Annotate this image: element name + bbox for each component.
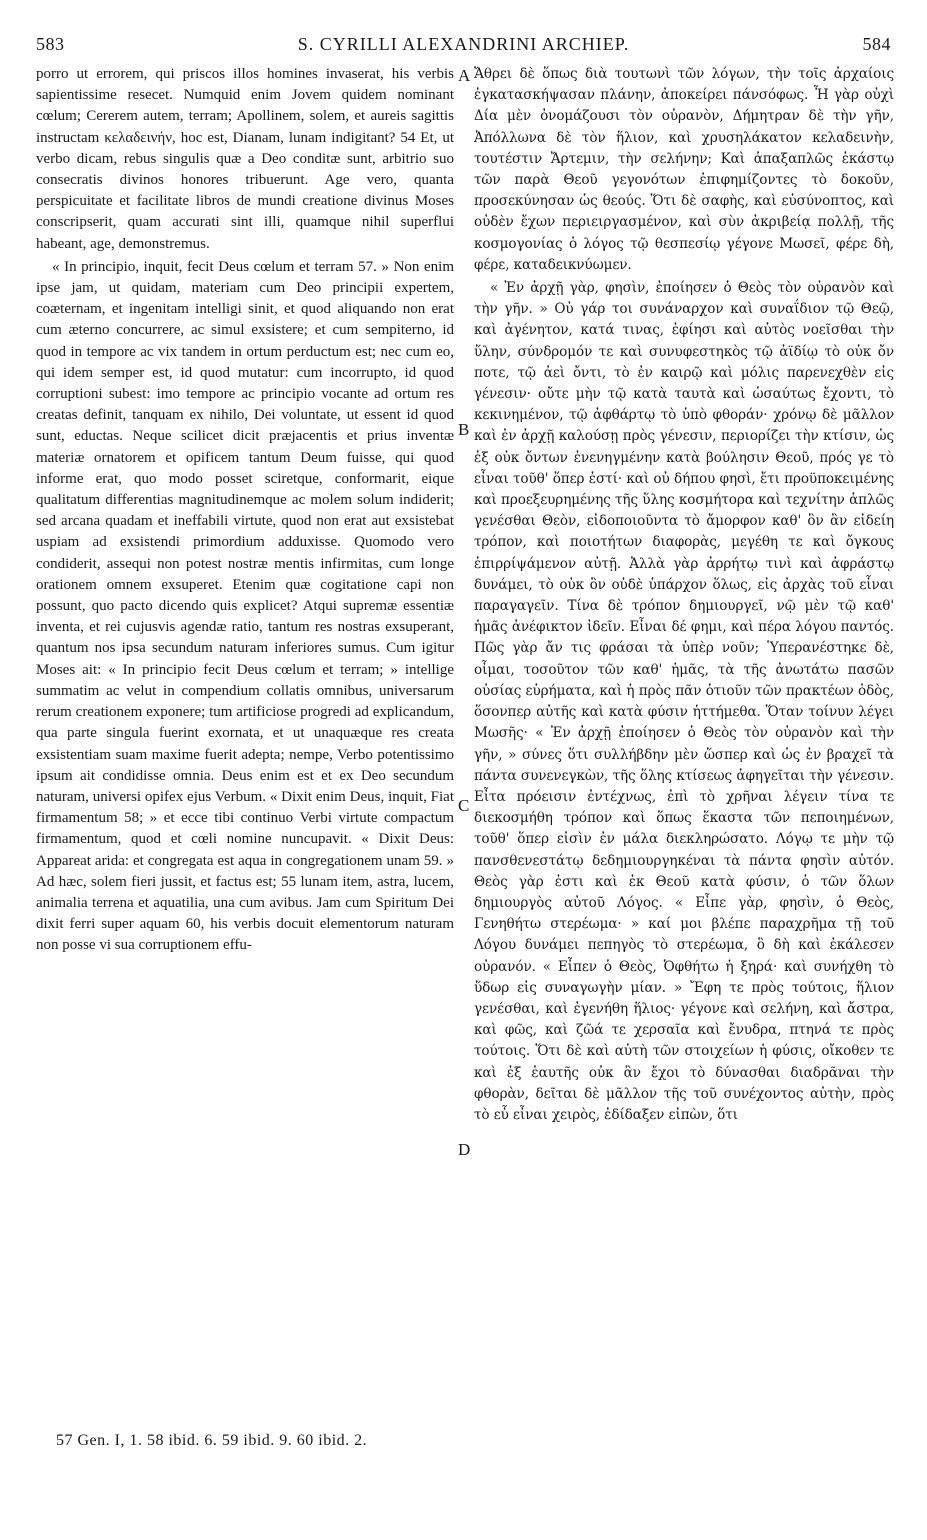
- section-marker-b: B: [458, 420, 470, 439]
- latin-column: [36, 64, 454, 957]
- greek-paragraph-1: Ἄθρει δὲ ὅπως διὰ τουτωνὶ τῶν λόγων, τὴν τοῖς ἀρχαίοις ἐγκατασκήψασαν πλάνην, ἀποκείρει πάνσόφως. Ἦ γὰρ οὐχὶ Δία μὲν ὀνομάζουσι τὸν οὐρανὸν, Δήμητραν δὲ τὴν γῆν, Ἀπόλλωνα δὲ τὸν ἥλιον, καὶ χρυσηλάκατον κελαδεινὴν, τουτέστιν Ἄρτεμιν, τὴν σελήνην; Καὶ ἁπαξαπλῶς ἑκάστῳ τῶν παρὰ Θεοῦ γεγονότων ἐπιφημίζοντες τὸ δοκοῦν, προσεκύνησαν ὡς θεούς. Ὅτι δὲ σαφὴς, καὶ εὐσύνοπτος, καὶ οὐδὲν ἔχων περιειργασμένον, καὶ σὺν ἀκριβείᾳ πολλῇ, τῆς κοσμογονίας ὁ λόγος τῷ θεσπεσίῳ γέγονε Μωσεῖ, φέρε δὴ, φέρε, καταδεικνύωμεν.: [474, 66, 894, 273]
- section-marker-d: D: [458, 1140, 471, 1159]
- greek-paragraph-2: « Ἐν ἀρχῇ γὰρ, φησὶν, ἐποίησεν ὁ Θεὸς τὸν οὐρανὸν καὶ τὴν γῆν. » Οὐ γάρ τοι συνάναρχον καὶ συναΐδιον τῷ Θεῷ, καὶ ἀγένητον, κατά τινας, ἐφίησι καὶ αὐτὸς νοεῖσθαι τὴν ὕλην, σύνδρομόν τε καὶ συνυφεστηκὸς τῷ ἀϊδίῳ τὸ οὐκ ὄν ποτε, τῷ ἀεὶ ὄντι, τὸ ἐν καιρῷ καὶ μόλις παρενεχθὲν εἰς γένεσιν· οὔτε μὴν τῷ κατὰ ταυτὰ καὶ ὡσαύτως ἔχοντι, τὸ κεκινημένον, τῷ ἀφθάρτῳ τὸ ὑπὸ φθοράν· χρόνῳ δὲ μᾶλλον καὶ ἐν ἀρχῇ καλούσῃ πρὸς γένεσιν, περιορίζει τὴν κτίσιν, ὡς ἐξ οὐκ ὄντων ἐνενηγμένην κατὰ βούλησιν Θεοῦ, πρός γε τὸ εἶναι τοῦθ' ὅπερ ἐστί· καὶ οὐ δήπου φησὶ, ἔτι προϋποκειμένης καὶ προεξευρημένης τῆς ὕλης κοσμήτορα καὶ τεχνίτην ἁπλῶς γενέσθαι Θεὸν, εἰδοποιοῦντα τὸ ἄμορφον καθ' ὃν ἂν εἰδείη τρόπον, καὶ ποιοτήτων διαφορὰς, μεγέθη τε καὶ ὄγκους ἐπιρρίψάμενον αὐτῇ. Ἀλλὰ γὰρ ἀρρήτῳ τινὶ καὶ ἀφράστῳ δυνάμει, τὸ οὐκ ὂν οὐδὲ ὑπάρχον ὅλως, εἰς ἀρχὰς τοῦ εἶναι παραγαγεῖν. Τίνα δὲ τρόπον δημιουργεῖ, νῷ μὲν τῷ καθ' ἡμᾶς ἀνέφικτον ἰδεῖν. Εἶναι δέ φημι, καὶ πέρα λόγου παντός. Πῶς γὰρ ἄν τις φράσαι τὰ ὑπὲρ νοῦν; Ὑπερανέστηκε δὲ, οἶμαι, τοσοῦτον τῶν καθ' ἡμᾶς, τὰ τῆς ἀνωτάτω πασῶν οὐσίας εὑρήματα, καὶ ἡ πρὸς πᾶν ὁτιοῦν τῶν πρακτέων ὁδὸς, ὅσονπερ αὐτῆς καὶ κατὰ φύσιν ἡττήμεθα. Ὅταν τοίνυν λέγει Μωσῆς· « Ἐν ἀρχῇ ἐποίησεν ὁ Θεὸς τὸν οὐρανὸν καὶ τὴν γῆν, » σύνες ὅτι συλλήβδην μὲν ὥσπερ καὶ ὡς ἐν βραχεῖ τὰ πάντα συνενεγκὼν, τῆς ὅλης κτίσεως ἀφηγεῖται τὴν γένεσιν. Εἶτα πρόεισιν ἐντέχνως, ἐπὶ τὸ χρῆναι λέγειν τίνα τε διεκοσμήθη τρόπον καὶ ὅπως ἕκαστα τῶν πεποιημένων, τοῦθ' ὅπερ εἰσὶν ἐν μάλα διεκληρώσατο. Λόγῳ τε μὴν τῷ πανσθενεστάτῳ δεδημιουργηκέναι τὰ πάντα φησὶν αὐτόν. Θεὸς γὰρ ἐστι καὶ ἐκ Θεοῦ κατὰ φύσιν, ὁ τῶν ὅλων δημιουργὸς αὐτοῦ Λόγος. « Εἶπε γὰρ, φησὶν, ὁ Θεὸς, Γενηθήτω στερέωμα· » καί μοι βλέπε παραχρῆμα τῇ τοῦ Λόγου δυνάμει πεπηγὸς τὸ στερέωμα, ὃ δὴ καὶ ἐκάλεσεν οὐρανόν. « Εἶπεν ὁ Θεὸς, Ὀφθήτω ἡ ξηρά· καὶ συνήχθη τὸ ὕδωρ εἰς συναγωγὴν μίαν. » Ἔφη τε πρὸς τούτοις, ἥλιον γενέσθαι, καὶ ἐγενήθη ἥλιος· γέγονε καὶ σελήνη, καὶ ἄστρα, καὶ φῶς, καὶ ζῶά τε χερσαῖα καὶ ἔνυδρα, πτηνά τε πρὸς τούτοις. Ὅτι δὲ καὶ αὐτὴ τῶν στοιχείων ἡ φύσις, οἴκοθεν τε καὶ ἐξ ἑαυτῆς οὐκ ἂν ἔχοι τὸ δύνασθαι διαδρᾶναι τὴν φθορὰν, δεῖται δὲ μᾶλλον τῆς τοῦ συνέχοντος αὐτὴν, πρὸς τὸ εὖ εἶναι χειρὸς, ἐδίδαξεν εἰπὼν, ὅτι: [474, 280, 894, 1123]
- section-marker-c: C: [458, 796, 470, 815]
- running-title: S. CYRILLI ALEXANDRINI ARCHIEP.: [297, 34, 630, 54]
- greek-column: [474, 64, 894, 1126]
- section-marker-a: A: [458, 66, 471, 85]
- page-number-right: 584: [862, 34, 891, 54]
- footnotes: 57 Gen. I, 1. 58 ibid. 6. 59 ibid. 9. 60 ibid. 2.: [56, 1432, 368, 1449]
- running-header: [36, 34, 891, 58]
- latin-paragraph-2: « In principio, inquit, fecit Deus cœlum et terram 57. » Non enim ipse jam, ut quidam, materiam cum Deo principii expertem, coæternam, et ingenitam intelligi sinit, et quod aliquando non erat cum æterno concurrere, ac simul exsistere; et cum sempiterno, id quod in tempore ac vix tandem in ortum perductum est; nec cum eo, qui idem semper est, id quod mutatur: cum incorrupto, id quod corruptioni subest: imo tempore ac principio vocante ad ortum res creatas definit, tanquam ex nihilo, Dei voluntate, ut essent id quod sunt, eductas. Neque scilicet dicit præjacentis et prius inventæ materiæ ornatorem et opificem tantum Deum fuisse, qui quod informe erat, quo modo posset sciretque, conformarit, eique qualitatum differentias magnitudinemque ac molem solum indiderit; sed arcana quadam et ineffabili virtute, quod non erat aut exsistebat uspiam ad exsistendi primordium adduxisse. Quomodo vero condiderit, assequi non potest nostræ mentis infirmitas, cum longe orationem omnem exsuperet. Etenim quæ cogitatione capi non possunt, quo pacto dicendo quis explicet? Atqui supremæ essentiæ inventa, et rei cujusvis agendæ ratio, tantum res nostras exsuperant, quantum nos ipsa secundum naturam inferiores sumus. Cum igitur Moses ait: « In principio fecit Deus cœlum et terram; » intellige summatim ac velut in compendium collatis omnibus, universarum rerum creationem exponere; tum artificiose progredi ad explicandum, qua parte singula fuerint exornata, et ut unaquæque res creata exsistentiam suam maxime fuerit adepta; nempe, Verbo potentissimo ipsum ait condidisse omnia. Deus enim est et ex Deo secundum naturam, universi opifex ejus Verbum. « Dixit enim Deus, inquit, Fiat firmamentum 58; » et ecce tibi continuo Verbi virtute compactum firmamentum, quod et cœli nomine nuncupavit. « Dixit Deus: Appareat arida: et congregata est aqua in congregationem unam 59. » Ad hæc, solem fieri jussit, et factus est; 55 lunam item, astra, lucem, animalia terrena et aquatilia, una cum avibus. Jam cum Spiritum Dei dixit ferri super aquam 60, his verbis docuit elementorum naturam non posse vi sua corruptionem effu-: [36, 258, 454, 954]
- page-number-left: 583: [36, 34, 65, 54]
- latin-paragraph-1: porro ut errorem, qui priscos illos homines invaserat, his verbis sapientissime resecet. Numquid enim Jovem quidem nominant cœlum; Cererem autem, terram; Apollinem, solem, et aureis sagittis instructam κελαδεινήν, hoc est, Dianam, lunam indigitant? 54 Et, ut verbo dicam, rebus singulis quæ a Deo conditæ sunt, arbitrio suo consecratis divinos honores tribuerunt. Age vero, quanta perspicuitate et facilitate libros de mundi creatione divinus Moses conscripserit, quam accurati sint illi, quamque nihil superflui habeant, age, demonstremus.: [36, 66, 454, 252]
